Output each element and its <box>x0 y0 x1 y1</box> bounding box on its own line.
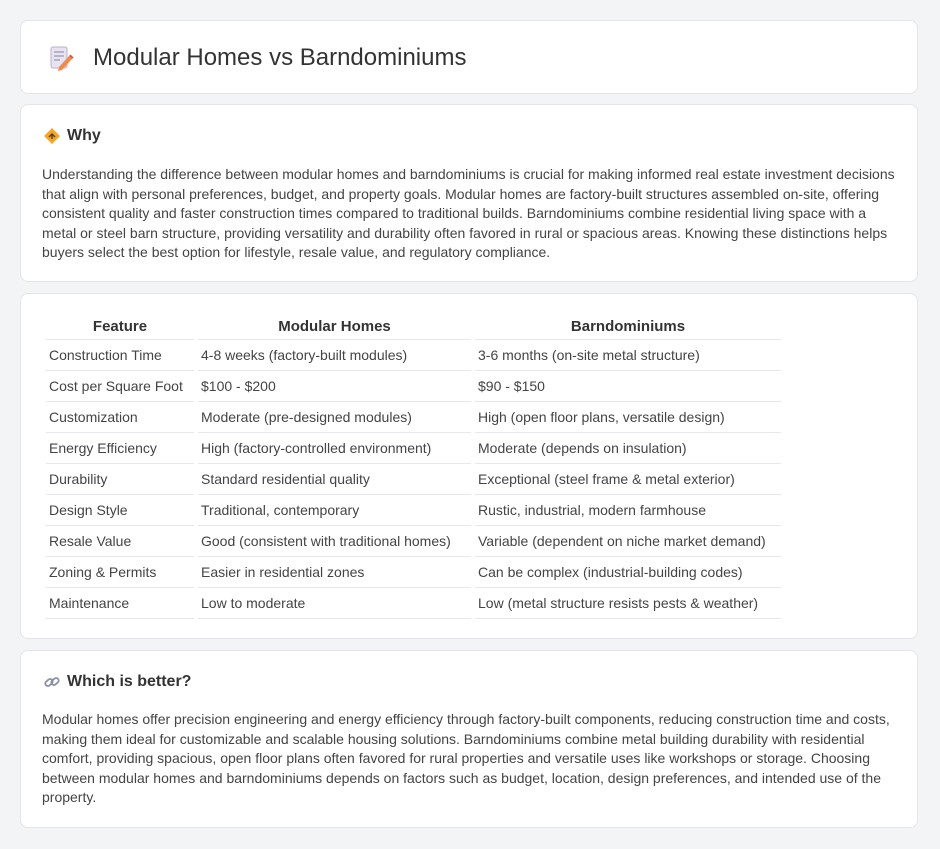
column-header: Barndominiums <box>475 316 781 340</box>
feature-cell: Energy Efficiency <box>46 433 194 464</box>
barndominiums-cell: Can be complex (industrial-building codes) <box>475 557 781 588</box>
feature-cell: Cost per Square Foot <box>46 371 194 402</box>
better-heading <box>43 673 191 691</box>
modular-homes-cell: Easier in residential zones <box>198 557 471 588</box>
page-title: Modular Homes vs Barndominiums <box>93 44 467 71</box>
barndominiums-cell: Exceptional (steel frame & metal exterior) <box>475 464 781 495</box>
column-header: Feature <box>46 316 194 340</box>
modular-homes-cell: 4-8 weeks (factory-built modules) <box>198 340 471 371</box>
table-row <box>46 464 781 495</box>
column-header: Modular Homes <box>198 316 471 340</box>
modular-homes-cell: High (factory-controlled environment) <box>198 433 471 464</box>
barndominiums-cell: Variable (dependent on niche market demand) <box>475 526 781 557</box>
modular-homes-cell: Traditional, contemporary <box>198 495 471 526</box>
barndominiums-cell: $90 - $150 <box>475 371 781 402</box>
modular-homes-cell: Good (consistent with traditional homes) <box>198 526 471 557</box>
why-text: Understanding the difference between modular homes and barndominiums is crucial for making informed real estate investment decisions that align with personal preferences, budget, and property goals. Modular homes are factory-built structures assembled on-site, offering consistent quality and faster construction times compared to traditional builds. Barndominiums combine residential living space with a metal or steel barn structure, providing versatility and durability often favored in rural or spacious areas. Knowing these distinctions helps buyers select the best option for lifestyle, resale value, and regulatory compliance. <box>42 166 895 261</box>
feature-cell: Construction Time <box>46 340 194 371</box>
modular-homes-cell: Moderate (pre-designed modules) <box>198 402 471 433</box>
barndominiums-cell: Rustic, industrial, modern farmhouse <box>475 495 781 526</box>
feature-cell: Maintenance <box>46 588 194 619</box>
table-row <box>46 433 781 464</box>
why-title: Why <box>67 127 101 144</box>
modular-homes-cell: Low to moderate <box>198 588 471 619</box>
modular-homes-cell: $100 - $200 <box>198 371 471 402</box>
better-text: Modular homes offer precision engineering and energy efficiency through factory-built components, reducing construction time and costs, making them ideal for customizable and scalable housing solutions. Barndominiums combine metal building durability with residential comfort, providing spacious, open floor plans often favored for rural properties and versatile uses like workshops or storage. Choosing between modular homes and barndominiums depends on factors such as budget, location, design preferences, and intended use of the property. <box>42 711 890 806</box>
header-card <box>20 20 918 94</box>
title-row <box>45 43 466 73</box>
barndominiums-cell: High (open floor plans, versatile design) <box>475 402 781 433</box>
barndominiums-cell: Moderate (depends on insulation) <box>475 433 781 464</box>
document-pencil-icon <box>45 43 75 73</box>
why-heading <box>43 127 101 145</box>
barndominiums-cell: 3-6 months (on-site metal structure) <box>475 340 781 371</box>
feature-cell: Durability <box>46 464 194 495</box>
feature-cell: Customization <box>46 402 194 433</box>
barndominiums-cell: Low (metal structure resists pests & weather) <box>475 588 781 619</box>
better-title: Which is better? <box>67 673 192 690</box>
modular-homes-cell: Standard residential quality <box>198 464 471 495</box>
diamond-sign-icon <box>43 127 61 145</box>
table-row <box>46 340 781 371</box>
which-better-card <box>20 650 918 828</box>
table-row <box>46 526 781 557</box>
table-row <box>46 371 781 402</box>
feature-cell: Zoning & Permits <box>46 557 194 588</box>
comparison-table <box>42 316 785 619</box>
link-icon <box>43 673 61 691</box>
table-header-row <box>46 316 781 340</box>
feature-cell: Resale Value <box>46 526 194 557</box>
table-row <box>46 402 781 433</box>
why-card <box>20 104 918 282</box>
table-row <box>46 495 781 526</box>
feature-cell: Design Style <box>46 495 194 526</box>
comparison-table-card <box>20 293 918 639</box>
table-row <box>46 557 781 588</box>
table-row <box>46 588 781 619</box>
